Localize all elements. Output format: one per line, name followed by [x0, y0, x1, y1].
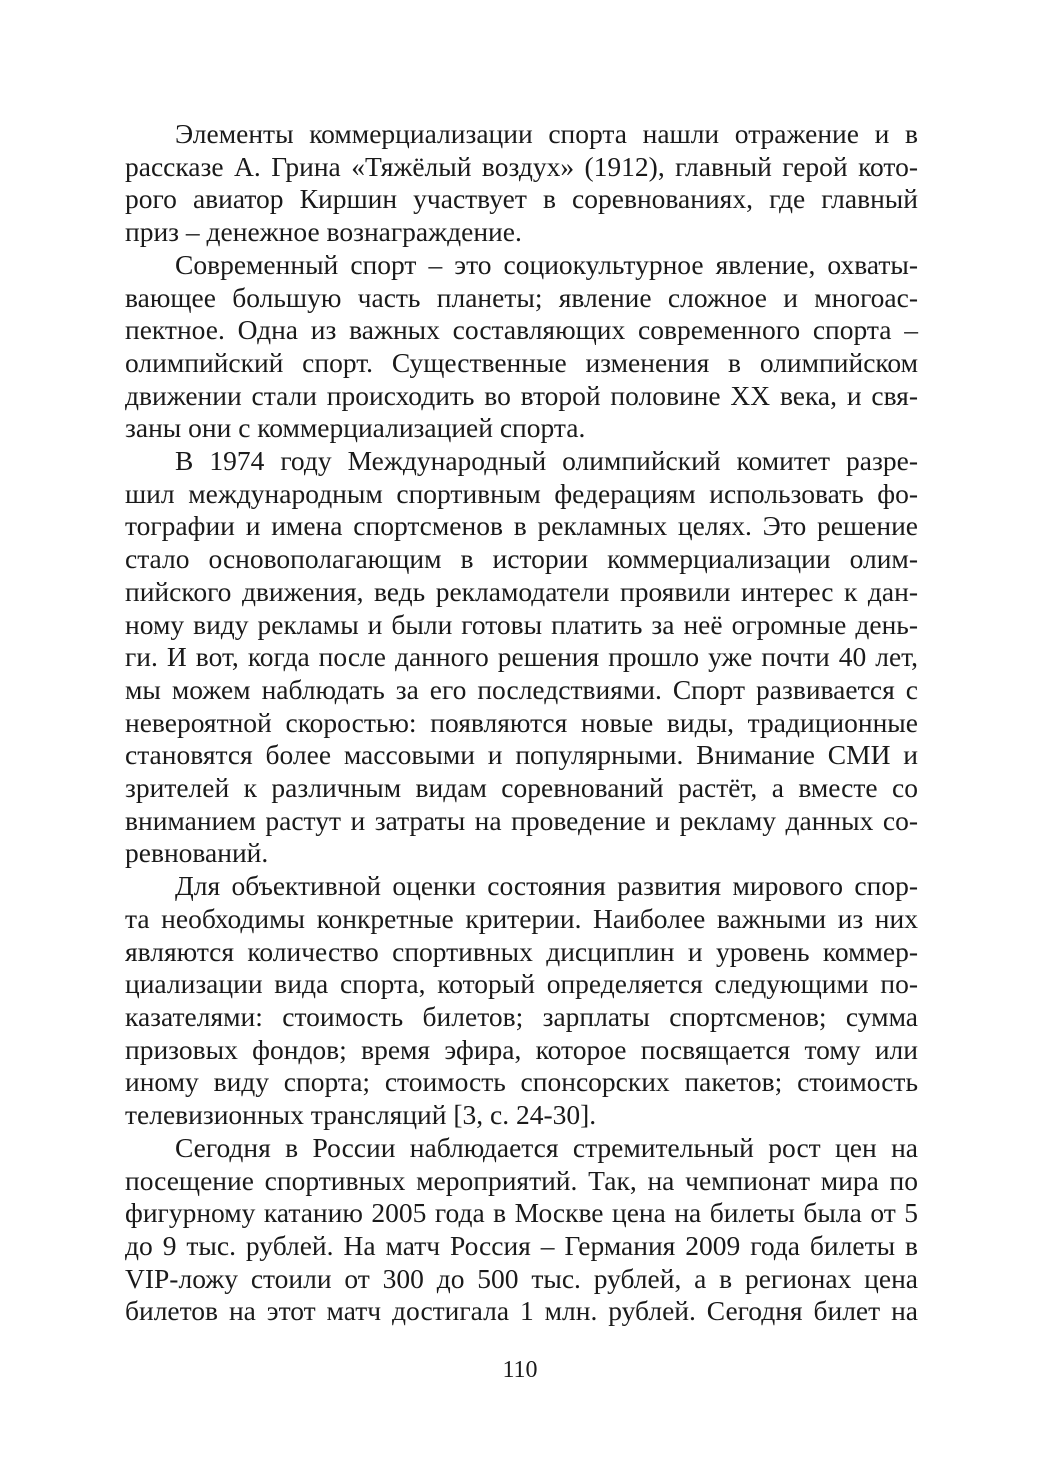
text-line: та необходимы конкретные критерии. Наиболее важными из них [125, 902, 918, 934]
text-line: приз – денежное вознаграждение. [125, 216, 522, 248]
text-line: зрителей к различным видам соревнований растёт, а вместе со [125, 772, 918, 804]
text-line: движении стали происходить во второй половине XX века, и свя- [125, 379, 918, 411]
text-line: посещение спортивных мероприятий. Так, на чемпионат мира по [125, 1164, 918, 1196]
text-line: являются количество спортивных дисциплин и уровень коммер- [125, 935, 918, 967]
text-line: вающее большую часть планеты; явление сложное и многоас- [125, 281, 918, 313]
text-line: ги. И вот, когда после данного решения прошло уже почти 40 лет, [125, 641, 918, 673]
text-line: вниманием растут и затраты на проведение и рекламу данных со- [125, 804, 918, 836]
text-line: ревнований. [125, 837, 269, 869]
text-line: Современный спорт – это социокультурное явление, охваты- [175, 248, 918, 280]
text-line: олимпийский спорт. Существенные изменения в олимпийском [125, 346, 918, 378]
text-line: ному виду рекламы и были готовы платить за неё огромные день- [125, 608, 918, 640]
text-line: шил международным спортивным федерациям использовать фо- [125, 477, 918, 509]
text-line: тографии и имена спортсменов в рекламных целях. Это решение [125, 510, 918, 542]
text-line: рассказе А. Грина «Тяжёлый воздух» (1912), главный герой кото- [125, 150, 918, 182]
text-line: пектное. Одна из важных составляющих современного спорта – [125, 314, 918, 346]
paragraph [125, 118, 918, 249]
text-line: казателями: стоимость билетов; зарплаты спортсменов; сумма [125, 1000, 918, 1032]
text-line: призовых фондов; время эфира, которое посвящается тому или [125, 1033, 918, 1065]
text-line: В 1974 году Международный олимпийский комитет разре- [175, 445, 918, 477]
text-line: циализации вида спорта, который определяется следующими по- [125, 968, 918, 1000]
paragraph [125, 1132, 918, 1328]
text-line: VIP-ложу стоили от 300 до 500 тыс. рублей, а в регионах цена [125, 1262, 918, 1294]
paragraph [125, 870, 918, 1132]
text-line: Для объективной оценки состояния развития мирового спор- [175, 870, 918, 902]
text-line: рого авиатор Киршин участвует в соревнованиях, где главный [125, 183, 918, 215]
text-line: становятся более массовыми и популярными. Внимание СМИ и [125, 739, 918, 771]
paragraph [125, 249, 918, 445]
text-line: билетов на этот матч достигала 1 млн. рублей. Сегодня билет на [125, 1295, 918, 1327]
text-line: мы можем наблюдать за его последствиями. Спорт развивается с [125, 673, 918, 705]
text-line: Элементы коммерциализации спорта нашли отражение и в [175, 118, 918, 149]
paragraph [125, 445, 918, 870]
page-number: 110 [502, 1357, 538, 1383]
text-line: фигурному катанию 2005 года в Москве цена на билеты была от 5 [125, 1197, 918, 1229]
text-line: телевизионных трансляций [3, с. 24-30]. [125, 1099, 597, 1131]
text-line: заны они с коммерциализацией спорта. [125, 412, 586, 444]
text-line: пийского движения, ведь рекламодатели проявили интерес к дан- [125, 575, 918, 607]
text-line: иному виду спорта; стоимость спонсорских пакетов; стоимость [125, 1066, 918, 1098]
page-body [125, 118, 918, 1328]
text-line: до 9 тыс. рублей. На матч Россия – Германия 2009 года билеты в [125, 1229, 918, 1261]
text-line: Сегодня в России наблюдается стремительный рост цен на [175, 1131, 918, 1163]
text-line: стало основополагающим в истории коммерциализации олим- [125, 543, 918, 575]
text-line: невероятной скоростью: появляются новые виды, традиционные [125, 706, 918, 738]
